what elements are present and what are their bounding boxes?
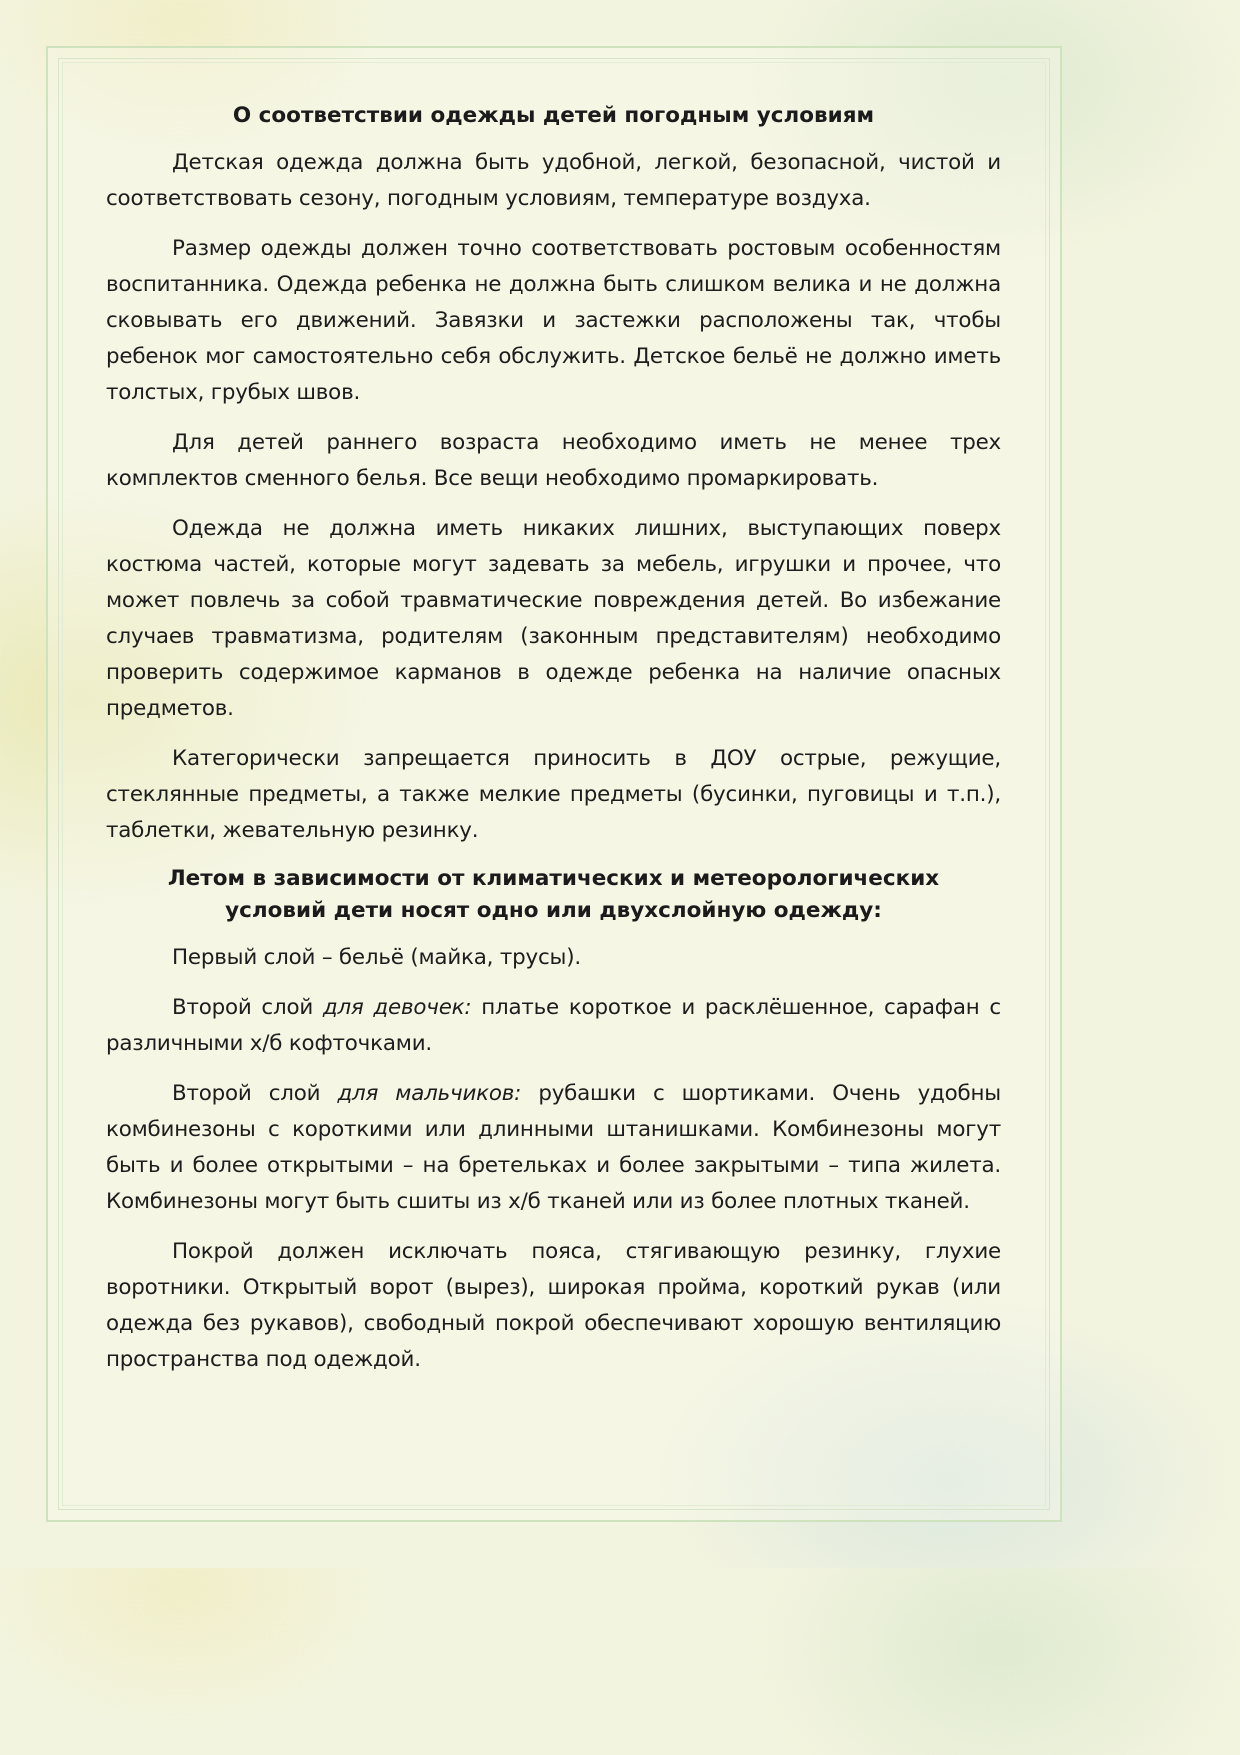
page-title: О соответствии одежды детей погодным условиям — [232, 103, 875, 128]
boys-prefix: Второй слой — [172, 1080, 338, 1106]
girls-text: платье короткое и расклёшенное, сарафан с различными х/б кофточками. — [106, 994, 1001, 1056]
girls-prefix: Второй слой — [172, 994, 323, 1020]
paragraph-prohibited-items: Категорически запрещается приносить в ДОУ острые, режущие, стеклянные предметы, а также мелкие предметы (бусинки, пуговицы и т.п.), таблетки, жевательную резинку. — [106, 746, 1001, 844]
boys-text: рубашки с шортиками. Очень удобны комбинезоны с короткими или длинными штанишками. Комбинезоны могут быть и более открытыми – на бретельках и более закрытыми – типа жилета. Комбинезоны могут быть сшиты из х/б тканей или из более плотных тканей. — [106, 1080, 1001, 1214]
summer-subtitle-line2: условий дети носят одно или двухслойную одежду: — [225, 898, 882, 924]
paragraph-clothing-requirements: Детская одежда должна быть удобной, легкой, безопасной, чистой и соответствовать сезону, погодным условиям, температуре воздуха. — [106, 150, 1001, 212]
paragraph-second-layer-girls — [106, 990, 1001, 1062]
summer-subtitle-line1: Летом в зависимости от климатических и метеорологических — [167, 866, 940, 892]
paragraph-clothing-size: Размер одежды должен точно соответствовать ростовым особенностям воспитанника. Одежда ребенка не должна быть слишком велика и не должна сковывать его движений. Завязки и застежки расположены так, чтобы ребенок мог самостоятельно себя обслужить. Детское бельё не должно иметь толстых, грубых швов. — [106, 236, 1001, 406]
boys-emphasis: для мальчиков: — [337, 1080, 522, 1106]
paragraph-second-layer-boys — [106, 1076, 1001, 1220]
girls-emphasis: для девочек: — [322, 994, 472, 1020]
document-body — [106, 101, 1001, 1392]
paragraph-first-layer: Первый слой – бельё (майка, трусы). — [172, 944, 581, 970]
summer-subtitle — [106, 863, 1001, 928]
paragraph-cut: Покрой должен исключать пояса, стягивающую резинку, глухие воротники. Открытый ворот (вырез), широкая пройма, короткий рукав (или одежда без рукавов), свободный покрой обеспечивают хорошую вентиляцию пространства под одеждой. — [106, 1238, 1001, 1372]
paragraph-safety: Одежда не должна иметь никаких лишних, выступающих поверх костюма частей, которые могут задевать за мебель, игрушки и прочее, что может повлечь за собой травматические повреждения детей. Во избежание случаев травматизма, родителям (законным представителям) необходимо проверить содержимое карманов в одежде ребенка на наличие опасных предметов. — [106, 516, 1001, 722]
paragraph-spare-sets: Для детей раннего возраста необходимо иметь не менее трех комплектов сменного белья. Все вещи необходимо промаркировать. — [106, 430, 1001, 492]
